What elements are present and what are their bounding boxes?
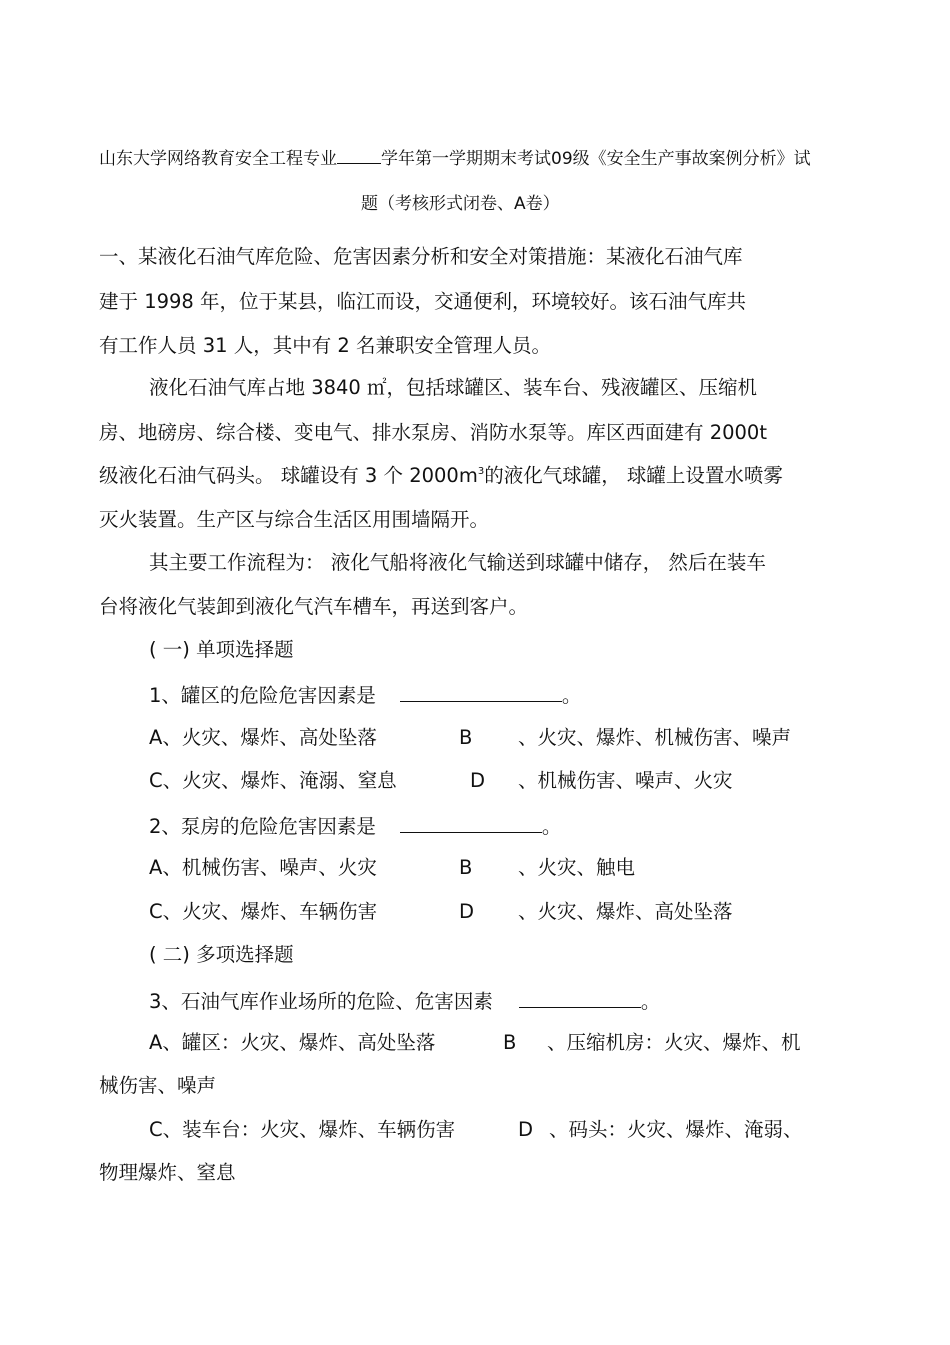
title-part1: 山东大学网络教育安全工程专业 [99,149,337,169]
q1-option-d-text: 、机械伤害、噪声、火灾 [518,769,733,792]
q1-option-a-text: 火灾、爆炸、高处坠落 [181,726,377,749]
q3-option-a [149,1033,435,1053]
case-p3-line1: 其主要工作流程为： 液化气船将液化气输送到球罐中储存， 然后在装车 [149,551,766,574]
q3-stem [149,990,660,1012]
case-p2-line1: 液化石油气库占地 3840 ㎡，包括球罐区、装车台、残液罐区、压缩机 [149,376,758,399]
q3-option-a-label: A、 [149,1031,182,1054]
q3-option-c-label: C、 [149,1118,183,1141]
q2-option-a [149,858,377,878]
q1-option-a [149,728,377,748]
q1-option-c [149,771,397,791]
year-blank [337,146,381,164]
q1-stem [149,684,581,706]
q2-option-b-label: B [459,856,473,879]
q1-stem-text: 1、罐区的危险危害因素是 [149,684,376,707]
case-p1-line2: 建于 1998 年，位于某县，临江而设，交通便利，环境较好。该石油气库共 [99,290,747,313]
section1-heading: ( 一) 单项选择题 [149,638,294,661]
q1-option-c-label: C、 [149,769,183,792]
q2-option-d-text: 、火灾、爆炸、高处坠落 [518,900,733,923]
q3-option-c [149,1120,455,1140]
exam-title-line1 [99,146,811,168]
q3-option-d-label: D [518,1118,534,1141]
case-p2-line3-a: 级液化石油气码头。 球罐设有 3 个 2000m [99,464,478,487]
case-p2-line2: 房、地磅房、综合楼、变电气、排水泵房、消防水泵等。库区西面建有 2000t [99,421,767,444]
q3-option-d-text: 、码头：火灾、爆炸、淹弱、 [549,1118,803,1141]
cubic-superscript: 3 [477,466,485,477]
case-p2-line3-b: 的液化气球罐， 球罐上设置水喷雾 [484,464,783,487]
q1-stem-end: 。 [561,684,582,707]
q3-option-d-text-cont: 物理爆炸、窒息 [99,1161,236,1184]
exam-title-line2: 题（考核形式闭卷、A卷） [361,194,560,214]
q3-stem-text: 3、石油气库作业场所的危险、危害因素 [149,990,493,1013]
q2-option-c [149,902,377,922]
q2-option-a-label: A、 [149,856,182,879]
q2-option-a-text: 机械伤害、噪声、火灾 [181,856,377,879]
q3-answer-blank [519,990,641,1008]
q3-option-a-text: 罐区：火灾、爆炸、高处坠落 [181,1031,436,1054]
q1-option-d-label: D [470,769,486,792]
q2-option-d-label: D [459,900,475,923]
q1-option-b-label: B [459,726,473,749]
case-p2-line3 [99,466,783,486]
q1-answer-blank [400,684,562,702]
case-p3-line2: 台将液化气装卸到液化气汽车槽车，再送到客户。 [99,595,529,618]
q1-option-a-label: A、 [149,726,182,749]
q2-answer-blank [400,815,542,833]
case-p2-line4: 灭火装置。生产区与综合生活区用围墙隔开。 [99,508,490,531]
q2-option-c-label: C、 [149,900,183,923]
q2-stem [149,815,561,837]
case-p1-line1: 一、某液化石油气库危险、危害因素分析和安全对策措施：某液化石油气库 [99,245,743,268]
q3-option-b-text-cont: 械伤害、噪声 [99,1074,217,1097]
q3-stem-end: 。 [640,990,661,1013]
q2-option-b-text: 、火灾、触电 [518,856,636,879]
q2-option-c-text: 火灾、爆炸、车辆伤害 [182,900,378,923]
q3-option-c-text: 装车台：火灾、爆炸、车辆伤害 [182,1118,456,1141]
case-p1-line3: 有工作人员 31 人，其中有 2 名兼职安全管理人员。 [99,334,552,357]
q2-stem-text: 2、泵房的危险危害因素是 [149,815,376,838]
q2-stem-end: 。 [541,815,562,838]
section2-heading: ( 二) 多项选择题 [149,943,294,966]
title-part2: 学年第一学期期末考试09级《安全生产事故案例分析》试 [381,149,811,169]
q1-option-c-text: 火灾、爆炸、淹溺、窒息 [182,769,397,792]
q1-option-b-text: 、火灾、爆炸、机械伤害、噪声 [518,726,792,749]
q3-option-b-text: 、压缩机房：火灾、爆炸、机 [547,1031,801,1054]
q3-option-b-label: B [503,1031,517,1054]
